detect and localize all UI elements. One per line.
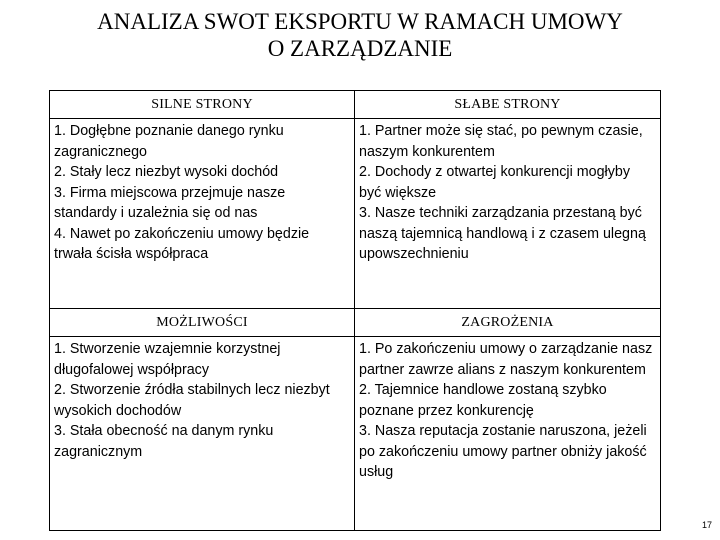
- list-item: 3. Nasza reputacja zostanie naruszona, jeżeli po zakończeniu umowy partner obniży jakość usług: [359, 423, 647, 480]
- list-item: 1. Po zakończeniu umowy o zarządzanie nasz partner zawrze alians z naszym konkurentem: [359, 341, 653, 378]
- list-item: 1. Partner może się stać, po pewnym czasie, naszym konkurentem: [359, 123, 643, 160]
- opportunities-header: MOŻLIWOŚCI: [50, 309, 355, 337]
- list-item: 3. Firma miejscowa przejmuje nasze standardy i uzależnia się od nas: [54, 184, 286, 221]
- title-line-2: O ZARZĄDZANIE: [267, 36, 453, 61]
- title-line-1: ANALIZA SWOT EKSPORTU W RAMACH UMOWY: [97, 9, 623, 34]
- list-item: 4. Nawet po zakończeniu umowy będzie trwała ścisła współpraca: [54, 225, 310, 262]
- list-item: 2. Tajemnice handlowe zostaną szybko poznane przez konkurencję: [359, 382, 607, 419]
- swot-table: [49, 90, 661, 531]
- strengths-list: [50, 119, 355, 309]
- weaknesses-list: [355, 119, 660, 309]
- list-item: 1. Stworzenie wzajemnie korzystnej długofalowej współpracy: [54, 341, 281, 378]
- list-item: 3. Nasze techniki zarządzania przestaną być naszą tajemnicą handlową i z czasem ulegną upowszechnieniu: [359, 205, 646, 262]
- page-title: [0, 8, 720, 62]
- list-item: 2. Stworzenie źródła stabilnych lecz niezbyt wysokich dochodów: [54, 382, 330, 419]
- threats-list: [355, 337, 660, 530]
- list-item: 2. Dochody z otwartej konkurencji mogłyby być większe: [359, 164, 630, 201]
- page-number: 17: [701, 520, 712, 530]
- opportunities-list: [50, 337, 355, 530]
- list-item: 2. Stały lecz niezbyt wysoki dochód: [54, 164, 279, 180]
- list-item: 3. Stała obecność na danym rynku zagranicznym: [54, 423, 274, 460]
- threats-header: ZAGROŻENIA: [355, 309, 660, 337]
- weaknesses-header: SŁABE STRONY: [355, 91, 660, 119]
- strengths-header: SILNE STRONY: [50, 91, 355, 119]
- list-item: 1. Dogłębne poznanie danego rynku zagranicznego: [54, 123, 284, 160]
